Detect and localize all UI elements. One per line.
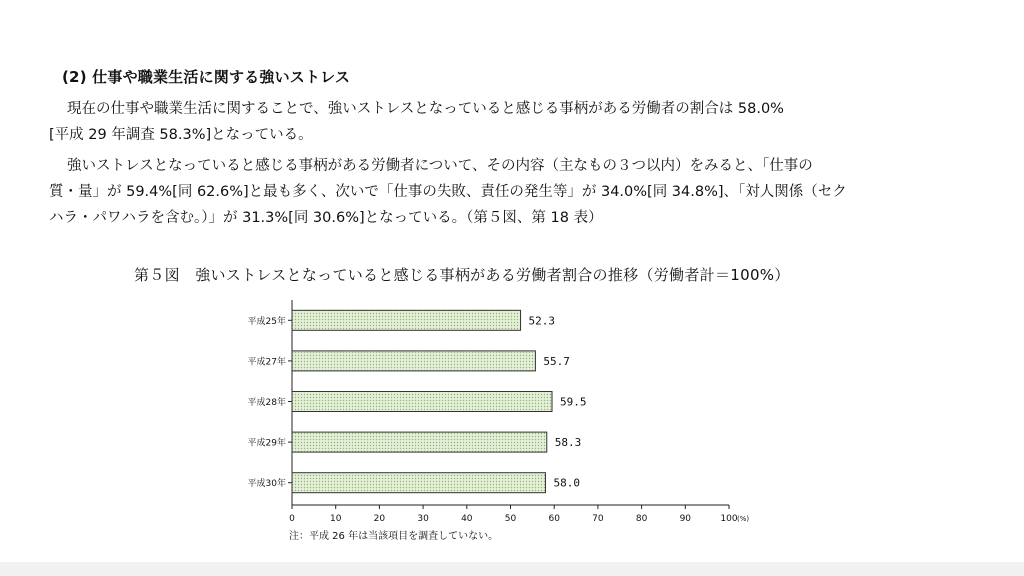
section-heading: (2) 仕事や職業生活に関する強いストレス [62,68,351,86]
value-label: 59.5 [560,395,587,409]
paragraph-2-line-2: 質・量」が 59.4%[同 62.6%]と最も多く、次いで「仕事の失敗、責任の発生等」が 34.0%[同 34.8%]、「対人関係（セク [49,184,847,200]
bar [292,432,547,452]
x-tick-label: 20 [373,514,386,524]
paragraph-1-line-1: 現在の仕事や職業生活に関することで、強いストレスとなっていると感じる事柄がある労働者の割合は 58.0% [67,101,784,117]
x-tick-label: 50 [504,514,517,524]
x-tick-label: 30 [417,514,429,524]
figure-title: 第５図 強いストレスとなっていると感じる事柄がある労働者割合の推移（労働者計＝100%） [134,266,790,284]
category-label: 平成29年 [247,438,286,449]
x-tick-label: 60 [548,514,560,524]
x-tick-label: 10 [329,514,342,524]
value-label: 55.7 [543,354,570,368]
figure-note: 注：平成 26 年は当該項目を調査していない。 [289,531,499,542]
paragraph-1-line-2: [平成 29 年調査 58.3%]となっている。 [49,127,313,143]
x-axis-unit: (%) [737,515,750,523]
bar [292,473,545,493]
paragraph-2-line-1: 強いストレスとなっていると感じる事柄がある労働者について、その内容（主なもの３つ以内）をみると、「仕事の [67,158,813,174]
bar [292,310,521,330]
paragraph-2-line-3: ハラ・パワハラを含む。）」が 31.3%[同 30.6%]となっている。（第５図、第 18 表） [49,210,603,226]
x-tick-label: 70 [592,514,604,524]
bar [292,392,552,412]
category-label: 平成25年 [247,316,286,327]
x-tick-label: 90 [679,514,692,524]
category-label: 平成28年 [247,398,286,408]
value-label: 58.3 [554,436,582,450]
value-label: 58.0 [553,476,580,490]
category-label: 平成27年 [247,357,286,368]
x-tick-label: 100 [720,514,738,524]
x-tick-label: 0 [289,514,295,524]
value-label: 52.3 [528,314,556,328]
category-label: 平成30年 [247,479,286,490]
page-bottom-strip [0,562,1024,576]
x-tick-label: 80 [635,514,648,524]
bar [292,351,535,371]
x-tick-label: 40 [461,514,473,524]
